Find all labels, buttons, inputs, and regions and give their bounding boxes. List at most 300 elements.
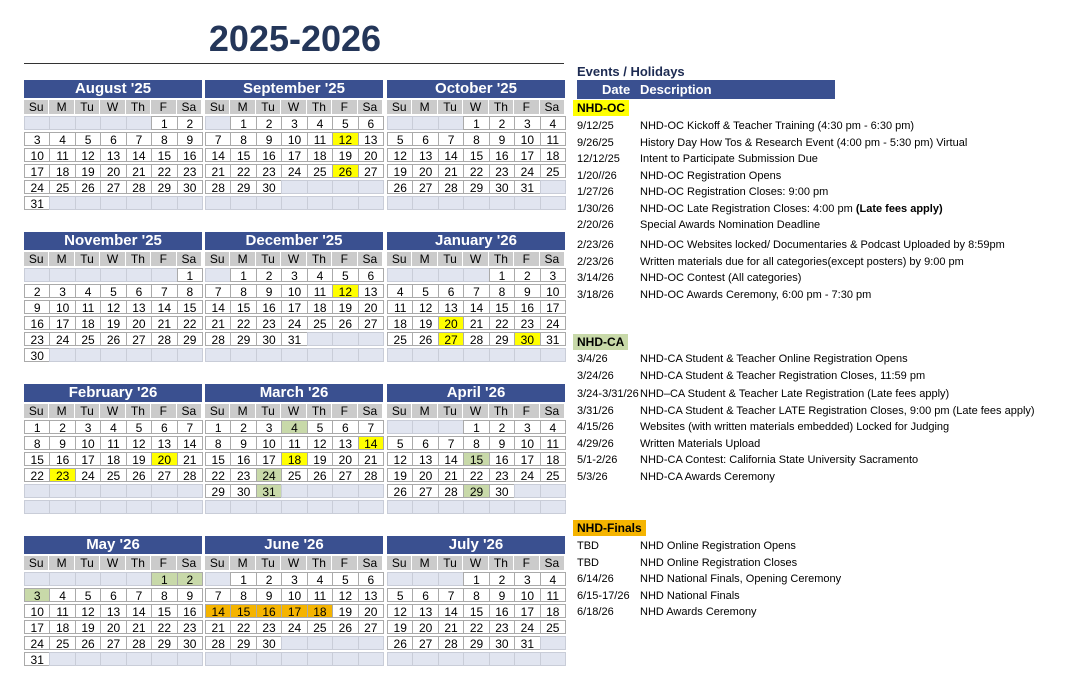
day-cell: 23 (489, 620, 515, 634)
day-cell: 23 (256, 316, 282, 330)
empty-day-cell (126, 652, 152, 666)
empty-day-cell (230, 348, 256, 362)
day-cell: 14 (126, 148, 152, 162)
weekday-label: Sa (540, 100, 565, 114)
day-cell: 19 (387, 620, 413, 634)
weekday-label: F (332, 404, 357, 418)
month-calendar (387, 536, 565, 666)
day-cell: 31 (540, 332, 566, 346)
weekday-label: W (463, 404, 488, 418)
empty-day-cell (151, 268, 177, 282)
empty-day-cell (332, 500, 358, 514)
week-row (24, 148, 202, 162)
event-date: 2/20/26 (577, 219, 614, 231)
weekday-header-row (205, 556, 383, 570)
month-name: April '26 (387, 384, 565, 402)
day-cell: 6 (412, 588, 438, 602)
weekday-label: Sa (540, 404, 565, 418)
empty-day-cell (358, 348, 384, 362)
week-row (205, 436, 383, 450)
day-cell: 14 (177, 436, 203, 450)
day-cell: 26 (75, 636, 101, 650)
day-cell: 4 (540, 572, 566, 586)
empty-day-cell (438, 196, 464, 210)
day-cell: 18 (307, 148, 333, 162)
empty-day-cell (126, 268, 152, 282)
day-cell: 28 (205, 332, 231, 346)
weekday-label: Th (307, 556, 332, 570)
day-cell: 7 (205, 132, 231, 146)
day-cell: 25 (307, 316, 333, 330)
day-cell: 17 (514, 452, 540, 466)
day-cell: 19 (332, 300, 358, 314)
day-cell: 7 (438, 588, 464, 602)
day-cell: 26 (387, 484, 413, 498)
empty-day-cell (24, 500, 50, 514)
weekday-label: W (281, 100, 306, 114)
empty-day-cell (540, 484, 566, 498)
day-cell: 18 (540, 604, 566, 618)
week-row (387, 572, 565, 586)
day-cell: 20 (438, 316, 464, 330)
event-date: 5/1-2/26 (577, 454, 618, 466)
day-cell: 7 (205, 284, 231, 298)
event-date: 4/15/26 (577, 421, 614, 433)
day-cell: 19 (412, 316, 438, 330)
week-row (24, 484, 202, 498)
day-cell: 18 (49, 620, 75, 634)
empty-day-cell (489, 196, 515, 210)
day-cell: 29 (463, 636, 489, 650)
weekday-label: Th (489, 556, 514, 570)
day-cell: 14 (151, 300, 177, 314)
day-cell: 10 (281, 284, 307, 298)
event-date: 2/23/26 (577, 255, 614, 268)
weekday-label: Su (387, 252, 412, 266)
event-description-text: Written materials due for all categories(except posters) by 9:00 pm (640, 255, 964, 268)
day-cell: 24 (24, 180, 50, 194)
day-cell: 26 (332, 316, 358, 330)
day-cell: 25 (540, 164, 566, 178)
month-calendar (387, 384, 565, 514)
empty-day-cell (75, 572, 101, 586)
day-cell: 6 (100, 588, 126, 602)
event-description (640, 573, 841, 585)
week-row (387, 484, 565, 498)
empty-day-cell (332, 332, 358, 346)
weekday-header-row (205, 100, 383, 114)
event-description (640, 170, 781, 182)
day-cell: 23 (230, 468, 256, 482)
day-cell: 18 (100, 452, 126, 466)
event-description (640, 120, 914, 132)
empty-day-cell (281, 484, 307, 498)
empty-day-cell (151, 652, 177, 666)
empty-day-cell (358, 500, 384, 514)
month-calendar (205, 384, 383, 514)
weekday-label: Th (126, 100, 151, 114)
day-cell: 26 (332, 620, 358, 634)
week-row (24, 316, 202, 330)
weekday-label: M (230, 100, 255, 114)
day-cell: 13 (151, 436, 177, 450)
day-cell: 16 (177, 604, 203, 618)
empty-day-cell (75, 348, 101, 362)
event-description-text: NHD Awards Ceremony (640, 606, 757, 618)
day-cell: 10 (281, 588, 307, 602)
empty-day-cell (126, 348, 152, 362)
week-row (205, 116, 383, 130)
weekday-label: W (463, 100, 488, 114)
event-description-text: NHD-CA Awards Ceremony (640, 470, 775, 483)
empty-day-cell (49, 116, 75, 130)
day-cell: 28 (205, 636, 231, 650)
day-cell: 6 (358, 116, 384, 130)
day-cell: 3 (49, 284, 75, 298)
weekday-label: M (49, 404, 74, 418)
day-cell: 29 (230, 636, 256, 650)
day-cell: 16 (24, 316, 50, 330)
day-cell: 26 (332, 164, 358, 178)
event-description-text: NHD-OC Websites locked/ Documentaries & Podcast Uploaded by 8:59pm (640, 239, 1005, 251)
day-cell: 16 (256, 148, 282, 162)
week-row (387, 300, 565, 314)
day-cell: 25 (387, 332, 413, 346)
event-date: 5/3/26 (577, 470, 608, 483)
day-cell: 1 (24, 420, 50, 434)
event-description-text: NHD-CA Student & Teacher Online Registration Opens (640, 353, 908, 365)
day-cell: 16 (256, 604, 282, 618)
day-cell: 12 (75, 604, 101, 618)
weekday-label: Sa (177, 100, 202, 114)
day-cell: 3 (514, 116, 540, 130)
day-cell: 19 (387, 164, 413, 178)
empty-day-cell (438, 572, 464, 586)
event-description-text: NHD-CA Student & Teacher Registration Closes, 11:59 pm (640, 369, 926, 382)
day-cell: 11 (540, 132, 566, 146)
week-row (24, 116, 202, 130)
weekday-header-row (205, 404, 383, 418)
day-cell: 30 (489, 636, 515, 650)
day-cell: 21 (438, 468, 464, 482)
weekday-label: Su (24, 556, 49, 570)
day-cell: 24 (514, 620, 540, 634)
day-cell: 5 (100, 284, 126, 298)
day-cell: 3 (256, 420, 282, 434)
day-cell: 22 (177, 316, 203, 330)
event-date: 3/24/26 (577, 369, 614, 382)
day-cell: 14 (463, 300, 489, 314)
empty-day-cell (49, 572, 75, 586)
empty-day-cell (205, 652, 231, 666)
empty-day-cell (100, 572, 126, 586)
empty-day-cell (514, 196, 540, 210)
empty-day-cell (281, 348, 307, 362)
weekday-label: M (412, 100, 437, 114)
week-row (387, 116, 565, 130)
week-row (205, 284, 383, 298)
weekday-label: Su (387, 100, 412, 114)
event-description-text: NHD National Finals (640, 589, 740, 602)
empty-day-cell (358, 180, 384, 194)
day-cell: 25 (281, 468, 307, 482)
day-cell: 11 (307, 132, 333, 146)
day-cell: 11 (49, 604, 75, 618)
day-cell: 25 (540, 468, 566, 482)
week-row (24, 636, 202, 650)
month-calendar (24, 232, 202, 362)
empty-day-cell (438, 500, 464, 514)
day-cell: 27 (412, 636, 438, 650)
day-cell: 23 (489, 164, 515, 178)
empty-day-cell (177, 484, 203, 498)
day-cell: 7 (126, 588, 152, 602)
day-cell: 1 (230, 572, 256, 586)
day-cell: 5 (387, 588, 413, 602)
day-cell: 22 (489, 316, 515, 330)
day-cell: 21 (126, 620, 152, 634)
day-cell: 10 (514, 132, 540, 146)
day-cell: 25 (307, 164, 333, 178)
empty-day-cell (438, 348, 464, 362)
day-cell: 21 (151, 316, 177, 330)
day-cell: 18 (49, 164, 75, 178)
day-cell: 14 (205, 148, 231, 162)
day-cell: 19 (332, 604, 358, 618)
day-cell: 13 (358, 284, 384, 298)
day-cell: 3 (514, 420, 540, 434)
empty-day-cell (75, 652, 101, 666)
day-cell: 19 (307, 452, 333, 466)
empty-day-cell (540, 652, 566, 666)
weekday-label: Th (489, 100, 514, 114)
day-cell: 22 (230, 316, 256, 330)
empty-day-cell (177, 500, 203, 514)
week-row (387, 436, 565, 450)
empty-day-cell (100, 116, 126, 130)
event-description-text: NHD-CA Student & Teacher LATE Registration Closes, 9:00 pm (Late fees apply) (640, 404, 1035, 417)
day-cell: 28 (438, 180, 464, 194)
day-cell: 5 (307, 420, 333, 434)
day-cell: 21 (177, 452, 203, 466)
event-date: 6/18/26 (577, 606, 614, 618)
event-description (640, 438, 760, 450)
empty-day-cell (332, 180, 358, 194)
week-row (387, 132, 565, 146)
day-cell: 4 (387, 284, 413, 298)
day-cell: 16 (230, 452, 256, 466)
day-cell: 15 (177, 300, 203, 314)
day-cell: 18 (540, 148, 566, 162)
weekday-label: Sa (540, 556, 565, 570)
weekday-label: Th (307, 252, 332, 266)
day-cell: 29 (230, 332, 256, 346)
empty-day-cell (151, 196, 177, 210)
day-cell: 15 (463, 604, 489, 618)
event-date: 3/31/26 (577, 404, 614, 417)
day-cell: 2 (177, 116, 203, 130)
month-calendar (205, 80, 383, 210)
day-cell: 24 (281, 620, 307, 634)
day-cell: 12 (126, 436, 152, 450)
day-cell: 10 (75, 436, 101, 450)
weekday-label: F (514, 404, 539, 418)
empty-day-cell (49, 652, 75, 666)
day-cell: 24 (281, 316, 307, 330)
empty-day-cell (49, 348, 75, 362)
empty-day-cell (307, 652, 333, 666)
day-cell: 2 (489, 116, 515, 130)
day-cell: 14 (126, 604, 152, 618)
event-date: 1/20//26 (577, 169, 617, 182)
day-cell: 12 (412, 300, 438, 314)
day-cell: 27 (358, 316, 384, 330)
day-cell: 5 (412, 284, 438, 298)
day-cell: 13 (412, 604, 438, 618)
day-cell: 12 (387, 452, 413, 466)
day-cell: 8 (489, 284, 515, 298)
day-cell: 22 (151, 164, 177, 178)
week-row (24, 468, 202, 482)
date-column-header: Date (602, 82, 631, 97)
empty-day-cell (100, 348, 126, 362)
day-cell: 29 (489, 332, 515, 346)
week-row (24, 164, 202, 178)
day-cell: 16 (489, 452, 515, 466)
day-cell: 14 (438, 148, 464, 162)
event-description-text: History Day How Tos & Research Event (4:00 pm - 5:30 pm) Virtual (640, 136, 968, 149)
day-cell: 20 (412, 164, 438, 178)
day-cell: 10 (281, 132, 307, 146)
weekday-label: F (151, 100, 176, 114)
day-cell: 27 (151, 468, 177, 482)
empty-day-cell (281, 196, 307, 210)
day-cell: 23 (177, 164, 203, 178)
day-cell: 17 (49, 316, 75, 330)
day-cell: 7 (358, 420, 384, 434)
day-cell: 24 (24, 636, 50, 650)
day-cell: 28 (438, 484, 464, 498)
day-cell: 29 (177, 332, 203, 346)
weekday-label: M (412, 404, 437, 418)
day-cell: 14 (438, 604, 464, 618)
day-cell: 7 (126, 132, 152, 146)
day-cell: 11 (100, 436, 126, 450)
day-cell: 10 (514, 436, 540, 450)
empty-day-cell (489, 348, 515, 362)
week-row (205, 348, 383, 362)
day-cell: 17 (281, 148, 307, 162)
weekday-label: Th (489, 404, 514, 418)
day-cell: 30 (177, 180, 203, 194)
day-cell: 26 (126, 468, 152, 482)
event-description (640, 219, 820, 231)
empty-day-cell (151, 484, 177, 498)
day-cell: 16 (256, 300, 282, 314)
month-name: October '25 (387, 80, 565, 98)
day-cell: 10 (256, 436, 282, 450)
event-description-text: Special Awards Nomination Deadline (640, 219, 821, 231)
empty-day-cell (358, 196, 384, 210)
day-cell: 8 (24, 436, 50, 450)
day-cell: 28 (126, 636, 152, 650)
empty-day-cell (463, 652, 489, 666)
event-date: 1/30/26 (577, 202, 614, 215)
day-cell: 2 (177, 572, 203, 586)
day-cell: 4 (49, 132, 75, 146)
week-row (205, 420, 383, 434)
event-description (640, 186, 828, 198)
empty-day-cell (100, 268, 126, 282)
weekday-header-row (387, 556, 565, 570)
day-cell: 25 (540, 620, 566, 634)
event-date: TBD (577, 556, 599, 569)
day-cell: 28 (205, 180, 231, 194)
weekday-label: Sa (358, 252, 383, 266)
day-cell: 21 (438, 164, 464, 178)
empty-day-cell (177, 348, 203, 362)
day-cell: 1 (463, 572, 489, 586)
day-cell: 30 (24, 348, 50, 362)
week-row (24, 284, 202, 298)
empty-day-cell (177, 652, 203, 666)
page-title: 2025-2026 (208, 18, 382, 59)
event-description-text: Written Materials Upload (640, 437, 761, 450)
day-cell: 15 (463, 452, 489, 466)
day-cell: 6 (126, 284, 152, 298)
day-cell: 22 (205, 468, 231, 482)
day-cell: 9 (514, 284, 540, 298)
empty-day-cell (126, 196, 152, 210)
event-description (640, 540, 796, 552)
day-cell: 20 (126, 316, 152, 330)
weekday-label: Tu (438, 252, 463, 266)
weekday-label: Tu (256, 556, 281, 570)
day-cell: 2 (256, 268, 282, 282)
weekday-header-row (24, 252, 202, 266)
empty-day-cell (256, 500, 282, 514)
event-group-label: NHD-OC (573, 100, 629, 116)
empty-day-cell (75, 500, 101, 514)
week-row (387, 452, 565, 466)
day-cell: 6 (332, 420, 358, 434)
week-row (24, 420, 202, 434)
month-name: May '26 (24, 536, 202, 554)
weekday-label: F (151, 252, 176, 266)
day-cell: 28 (358, 468, 384, 482)
event-description (640, 421, 949, 433)
week-row (387, 268, 565, 282)
week-row (205, 164, 383, 178)
weekday-label: Tu (75, 100, 100, 114)
empty-day-cell (358, 652, 384, 666)
empty-day-cell (438, 420, 464, 434)
day-cell: 21 (126, 164, 152, 178)
event-date: 3/18/26 (577, 288, 614, 301)
day-cell: 11 (75, 300, 101, 314)
day-cell: 2 (256, 116, 282, 130)
day-cell: 24 (256, 468, 282, 482)
day-cell: 4 (307, 116, 333, 130)
event-description (640, 454, 918, 466)
day-cell: 16 (49, 452, 75, 466)
weekday-header-row (205, 252, 383, 266)
day-cell: 3 (540, 268, 566, 282)
empty-day-cell (151, 500, 177, 514)
day-cell: 31 (24, 196, 50, 210)
event-description-text: NHD-OC Registration Opens (640, 169, 782, 182)
week-row (387, 196, 565, 210)
